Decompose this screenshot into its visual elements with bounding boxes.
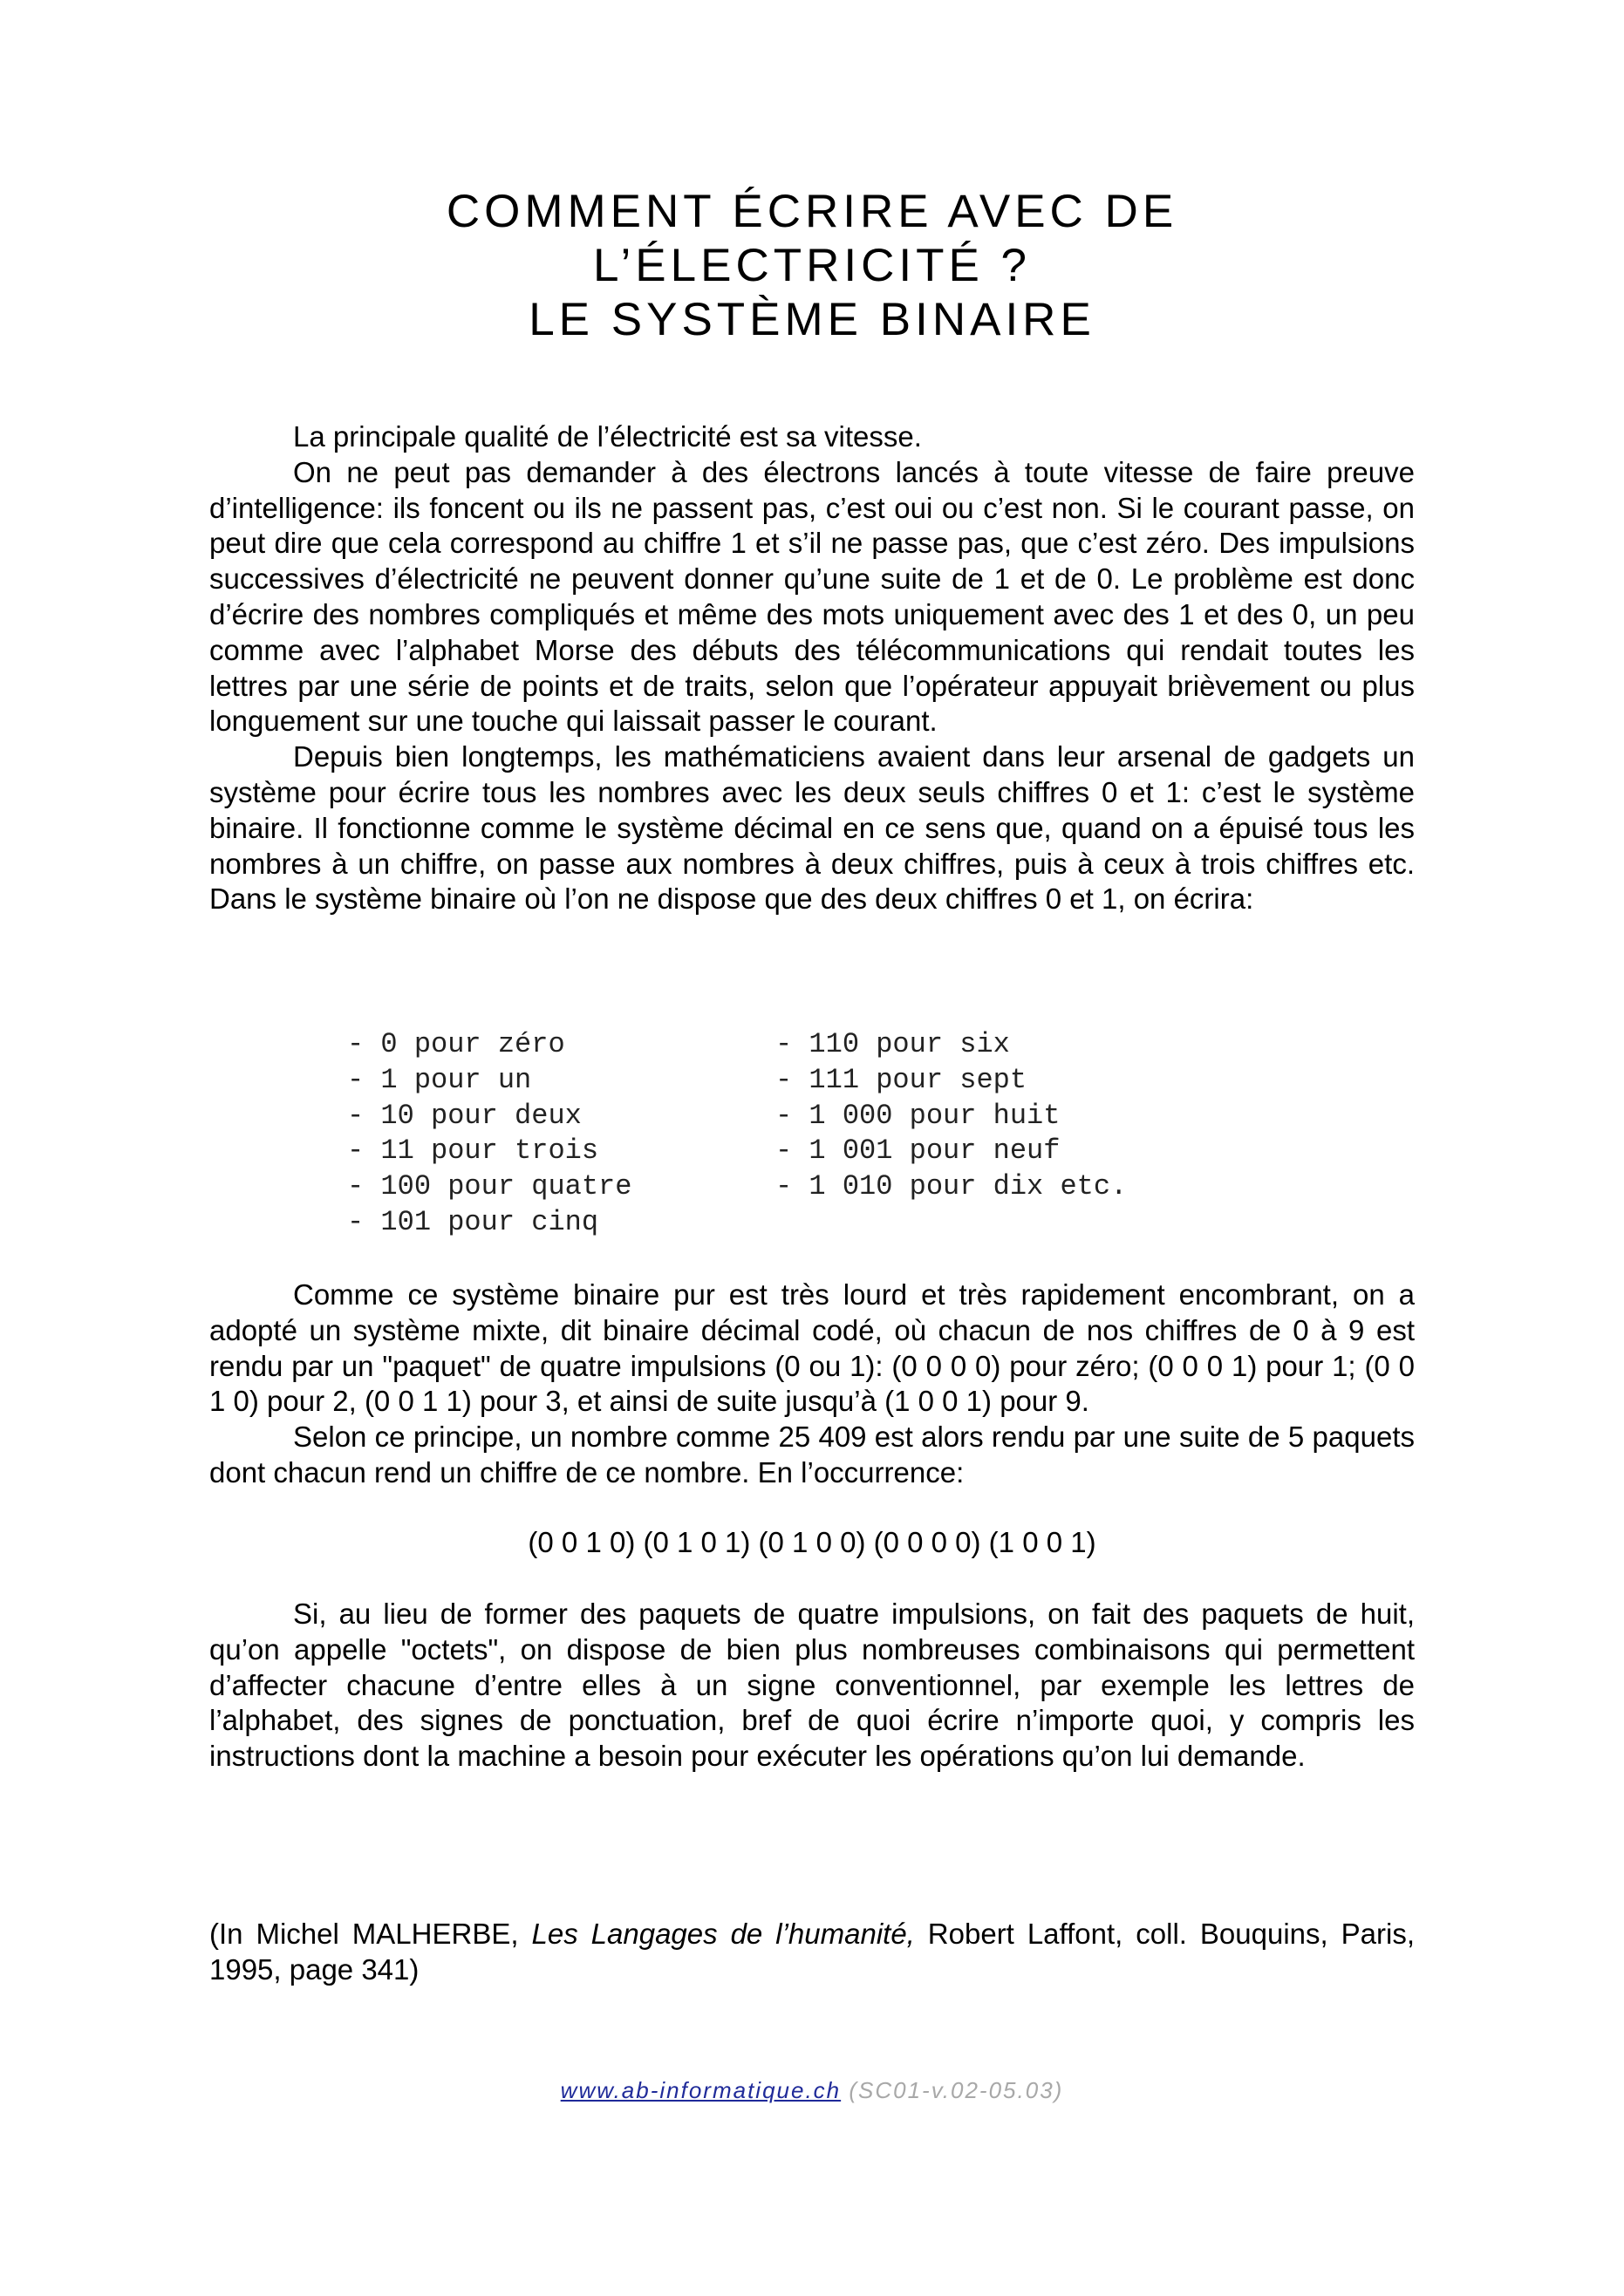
list-item: - 100 pour quatre bbox=[347, 1170, 632, 1203]
binary-list-left bbox=[347, 1027, 631, 1241]
list-item: - 1 010 pour dix etc. bbox=[775, 1170, 1128, 1203]
paragraph: Depuis bien longtemps, les mathématiciens avaient dans leur arsenal de gadgets un système pour écrire tous les nombres avec les deux seuls chiffres 0 et 1: c’est le système binaire. Il fonctionne comme le système décimal en ce sens que, quand on a épuisé tous les nombres à un chiffre, on passe aux nombres à deux chiffres, puis à ceux à trois chiffres etc. Dans le système binaire où l’on ne dispose que des deux chiffres 0 et 1, on écrira: bbox=[209, 740, 1415, 916]
paragraph: Selon ce principe, un nombre comme 25 409 est alors rendu par une suite de 5 paquets dont chacun rend un chiffre de ce nombre. En l’occurrence: bbox=[209, 1421, 1415, 1489]
website-link[interactable]: www.ab-informatique.ch bbox=[560, 2077, 842, 2103]
list-item: - 111 pour sept bbox=[775, 1063, 1027, 1096]
footer bbox=[0, 2077, 1624, 2104]
title-line-3: LE SYSTÈME BINAIRE bbox=[529, 294, 1095, 345]
citation bbox=[209, 1917, 1415, 1988]
middle-section bbox=[209, 1277, 1415, 1491]
title-line-1: COMMENT ÉCRIRE AVEC DE bbox=[446, 186, 1178, 237]
title-line-2: L’ÉLECTRICITÉ ? bbox=[592, 240, 1032, 291]
list-item: - 10 pour deux bbox=[347, 1099, 582, 1132]
list-item: - 101 pour cinq bbox=[347, 1205, 599, 1238]
bcd-example: (0 0 1 0) (0 1 0 1) (0 1 0 0) (0 0 0 0) (1 0 0 1) bbox=[528, 1526, 1096, 1558]
paragraph: Si, au lieu de former des paquets de quatre impulsions, on fait des paquets de huit, qu’on appelle "octets", on dispose de bien plus nombreuses combinaisons qui permettent d’affecter chacune d’entre elles à un signe conventionnel, par exemple les lettres de l’alphabet, des signes de ponctuation, bref de quoi écrire n’importe quoi, y compris les instructions dont la machine a besoin pour exécuter les opérations qu’on lui demande. bbox=[209, 1598, 1415, 1773]
list-item: - 1 001 pour neuf bbox=[775, 1134, 1061, 1168]
paragraph: Comme ce système binaire pur est très lourd et très rapidement encombrant, on a adopté un système mixte, dit binaire décimal codé, où chacun de nos chiffres de 0 à 9 est rendu par un "paquet" de quatre impulsions (0 ou 1): (0 0 0 0) pour zéro; (0 0 0 1) pour 1; (0 0 1 0) pour 2, (0 0 1 1) pour 3, et ainsi de suite jusqu’à (1 0 0 1) pour 9. bbox=[209, 1278, 1415, 1418]
intro-section bbox=[209, 419, 1415, 917]
binary-list-right bbox=[775, 1027, 1127, 1205]
list-item: - 1 000 pour huit bbox=[775, 1099, 1061, 1132]
last-section bbox=[209, 1597, 1415, 1775]
citation-after: Robert Laffont, coll. Bouquins, Paris, 1995, page 341) bbox=[209, 1918, 1416, 1986]
citation-before: (In Michel MALHERBE, bbox=[209, 1918, 532, 1950]
paragraph: On ne peut pas demander à des électrons lancés à toute vitesse de faire preuve d’intelligence: ils foncent ou ils ne passent pas, c’est oui ou c’est non. Si le courant passe, on peut dire que cela correspond au chiffre 1 et s’il ne passe pas, que c’est zéro. Des impulsions successives d’électricité ne peuvent donner qu’une suite de 1 et de 0. Le problème est donc d’écrire des nombres compliqués et même des mots uniquement avec des 1 et des 0, un peu comme avec l’alphabet Morse des débuts des télécommunications qui rendait toutes les lettres par une série de points et de traits, selon que l’opérateur appuyait brièvement ou plus longuement sur une touche qui laissait passer le courant. bbox=[209, 455, 1415, 738]
paragraph: La principale qualité de l’électricité est sa vitesse. bbox=[293, 420, 922, 453]
list-item: - 0 pour zéro bbox=[347, 1028, 565, 1060]
list-item: - 1 pour un bbox=[347, 1063, 532, 1096]
list-item: - 11 pour trois bbox=[347, 1134, 599, 1168]
citation-book: Les Langages de l’humanité, bbox=[531, 1918, 915, 1950]
page-title bbox=[0, 185, 1624, 347]
list-item: - 110 pour six bbox=[775, 1028, 1010, 1060]
version-label: (SC01-v.02-05.03) bbox=[841, 2077, 1064, 2103]
